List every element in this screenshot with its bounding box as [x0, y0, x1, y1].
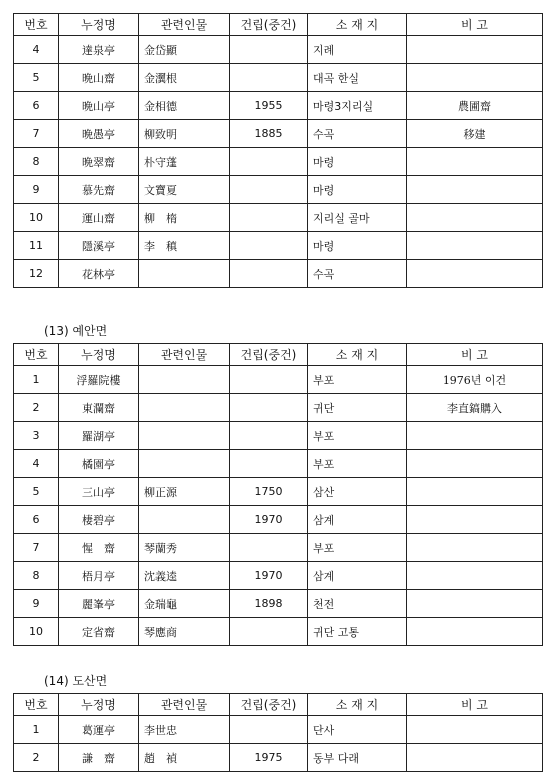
cell-related-person [139, 506, 230, 534]
col-header-name: 누정명 [59, 694, 139, 716]
cell-pavilion-name: 隱溪亭 [59, 232, 139, 260]
cell-number: 8 [14, 148, 59, 176]
cell-note [407, 478, 543, 506]
col-header-year: 건립(중건) [230, 344, 308, 366]
cell-location: 마령 [308, 176, 407, 204]
col-header-person: 관련인물 [139, 14, 230, 36]
cell-note [407, 64, 543, 92]
col-header-person: 관련인물 [139, 344, 230, 366]
cell-related-person: 沈義逵 [139, 562, 230, 590]
cell-built-year: 1885 [230, 120, 308, 148]
cell-number: 1 [14, 366, 59, 394]
cell-location: 마령3지리실 [308, 92, 407, 120]
table-3-header [14, 694, 543, 716]
cell-location: 귀단 고통 [308, 618, 407, 646]
cell-note: 移建 [407, 120, 543, 148]
cell-note: 李直鎬購入 [407, 394, 543, 422]
cell-related-person: 柳 楕 [139, 204, 230, 232]
cell-related-person: 柳致明 [139, 120, 230, 148]
cell-note [407, 148, 543, 176]
table-row [14, 506, 543, 534]
table-row [14, 120, 543, 148]
cell-related-person: 柳正源 [139, 478, 230, 506]
cell-note [407, 232, 543, 260]
cell-pavilion-name: 棲碧亭 [59, 506, 139, 534]
cell-built-year [230, 366, 308, 394]
table-2 [13, 343, 543, 646]
cell-note [407, 716, 543, 744]
cell-related-person: 琴應商 [139, 618, 230, 646]
cell-pavilion-name: 晩愚亭 [59, 120, 139, 148]
table-row [14, 422, 543, 450]
cell-location: 동부 다래 [308, 744, 407, 772]
cell-number: 1 [14, 716, 59, 744]
cell-location: 단사 [308, 716, 407, 744]
table-3 [13, 693, 543, 772]
cell-related-person: 李世忠 [139, 716, 230, 744]
cell-built-year: 1750 [230, 478, 308, 506]
table-1-body [14, 36, 543, 288]
cell-location: 수곡 [308, 260, 407, 288]
table-row [14, 260, 543, 288]
cell-note [407, 422, 543, 450]
cell-location: 부포 [308, 366, 407, 394]
cell-number: 10 [14, 204, 59, 232]
cell-number: 9 [14, 590, 59, 618]
table-2-body [14, 366, 543, 646]
cell-built-year [230, 232, 308, 260]
cell-location: 부포 [308, 450, 407, 478]
cell-location: 수곡 [308, 120, 407, 148]
cell-built-year: 1955 [230, 92, 308, 120]
section-heading-dosan: (14) 도산면 [44, 674, 108, 688]
cell-built-year: 1970 [230, 562, 308, 590]
cell-location: 지리실 골마 [308, 204, 407, 232]
cell-pavilion-name: 葛運亭 [59, 716, 139, 744]
cell-note [407, 534, 543, 562]
cell-related-person: 金相德 [139, 92, 230, 120]
cell-location: 천전 [308, 590, 407, 618]
col-header-no: 번호 [14, 14, 59, 36]
table-row [14, 744, 543, 772]
cell-number: 2 [14, 744, 59, 772]
cell-related-person [139, 366, 230, 394]
cell-note [407, 204, 543, 232]
cell-built-year: 1970 [230, 506, 308, 534]
table-row [14, 590, 543, 618]
cell-note [407, 450, 543, 478]
cell-built-year [230, 260, 308, 288]
cell-related-person [139, 450, 230, 478]
col-header-no: 번호 [14, 344, 59, 366]
cell-number: 12 [14, 260, 59, 288]
cell-pavilion-name: 達泉亭 [59, 36, 139, 64]
cell-number: 6 [14, 92, 59, 120]
cell-number: 4 [14, 450, 59, 478]
table-row [14, 64, 543, 92]
table-row [14, 232, 543, 260]
cell-pavilion-name: 晩山齋 [59, 64, 139, 92]
table-row [14, 562, 543, 590]
cell-location: 지례 [308, 36, 407, 64]
cell-location: 부포 [308, 422, 407, 450]
table-row [14, 92, 543, 120]
cell-built-year [230, 618, 308, 646]
cell-built-year: 1975 [230, 744, 308, 772]
cell-related-person [139, 422, 230, 450]
cell-built-year: 1898 [230, 590, 308, 618]
table-row [14, 716, 543, 744]
cell-note: 農圃齋 [407, 92, 543, 120]
table-row [14, 478, 543, 506]
cell-location: 부포 [308, 534, 407, 562]
table-1-header [14, 14, 543, 36]
cell-note [407, 506, 543, 534]
table-row [14, 618, 543, 646]
cell-related-person: 金瑞龜 [139, 590, 230, 618]
cell-built-year [230, 176, 308, 204]
table-row [14, 394, 543, 422]
cell-pavilion-name: 慕先齋 [59, 176, 139, 204]
cell-note [407, 260, 543, 288]
cell-pavilion-name: 晩翠齋 [59, 148, 139, 176]
cell-pavilion-name: 三山亭 [59, 478, 139, 506]
cell-number: 4 [14, 36, 59, 64]
cell-location: 삼계 [308, 562, 407, 590]
cell-note [407, 618, 543, 646]
cell-note [407, 744, 543, 772]
cell-built-year [230, 394, 308, 422]
cell-related-person: 李 稹 [139, 232, 230, 260]
cell-number: 5 [14, 64, 59, 92]
cell-note [407, 562, 543, 590]
cell-number: 7 [14, 120, 59, 148]
table-row [14, 36, 543, 64]
cell-pavilion-name: 麗峯亭 [59, 590, 139, 618]
cell-related-person: 金瀷根 [139, 64, 230, 92]
col-header-location: 소 재 지 [308, 694, 407, 716]
cell-related-person: 金岱顯 [139, 36, 230, 64]
cell-related-person [139, 260, 230, 288]
cell-pavilion-name: 晩山亭 [59, 92, 139, 120]
cell-location: 마령 [308, 232, 407, 260]
cell-location: 마령 [308, 148, 407, 176]
cell-number: 10 [14, 618, 59, 646]
col-header-person: 관련인물 [139, 694, 230, 716]
cell-built-year [230, 450, 308, 478]
table-1 [13, 13, 543, 288]
cell-related-person: 朴守蓬 [139, 148, 230, 176]
cell-built-year [230, 36, 308, 64]
cell-related-person: 琴蘭秀 [139, 534, 230, 562]
col-header-location: 소 재 지 [308, 344, 407, 366]
cell-number: 8 [14, 562, 59, 590]
cell-related-person: 趙 禎 [139, 744, 230, 772]
cell-location: 대곡 한실 [308, 64, 407, 92]
cell-pavilion-name: 運山齋 [59, 204, 139, 232]
cell-number: 3 [14, 422, 59, 450]
cell-number: 11 [14, 232, 59, 260]
cell-note [407, 590, 543, 618]
cell-pavilion-name: 羅湖亭 [59, 422, 139, 450]
cell-pavilion-name: 梧月亭 [59, 562, 139, 590]
table-row [14, 450, 543, 478]
table-row [14, 534, 543, 562]
cell-location: 귀단 [308, 394, 407, 422]
cell-built-year [230, 422, 308, 450]
col-header-note: 비 고 [407, 694, 543, 716]
col-header-location: 소 재 지 [308, 14, 407, 36]
cell-pavilion-name: 東瀾齋 [59, 394, 139, 422]
cell-built-year [230, 148, 308, 176]
cell-related-person: 文寶夏 [139, 176, 230, 204]
col-header-note: 비 고 [407, 14, 543, 36]
table-3-body [14, 716, 543, 772]
cell-related-person [139, 394, 230, 422]
cell-note: 1976년 이건 [407, 366, 543, 394]
col-header-note: 비 고 [407, 344, 543, 366]
cell-pavilion-name: 定省齋 [59, 618, 139, 646]
cell-note [407, 176, 543, 204]
cell-pavilion-name: 浮羅院樓 [59, 366, 139, 394]
col-header-year: 건립(중건) [230, 14, 308, 36]
cell-pavilion-name: 橘園亭 [59, 450, 139, 478]
table-row [14, 148, 543, 176]
cell-number: 7 [14, 534, 59, 562]
table-2-header [14, 344, 543, 366]
section-heading-yean: (13) 예안면 [44, 324, 108, 338]
cell-pavilion-name: 花林亭 [59, 260, 139, 288]
table-row [14, 176, 543, 204]
table-row [14, 366, 543, 394]
cell-built-year [230, 534, 308, 562]
cell-number: 5 [14, 478, 59, 506]
table-row [14, 204, 543, 232]
cell-pavilion-name: 謙 齋 [59, 744, 139, 772]
cell-number: 6 [14, 506, 59, 534]
cell-number: 2 [14, 394, 59, 422]
cell-location: 삼산 [308, 478, 407, 506]
cell-built-year [230, 716, 308, 744]
col-header-no: 번호 [14, 694, 59, 716]
cell-location: 삼계 [308, 506, 407, 534]
col-header-year: 건립(중건) [230, 694, 308, 716]
col-header-name: 누정명 [59, 14, 139, 36]
cell-built-year [230, 64, 308, 92]
col-header-name: 누정명 [59, 344, 139, 366]
cell-number: 9 [14, 176, 59, 204]
cell-note [407, 36, 543, 64]
cell-built-year [230, 204, 308, 232]
cell-pavilion-name: 惺 齋 [59, 534, 139, 562]
